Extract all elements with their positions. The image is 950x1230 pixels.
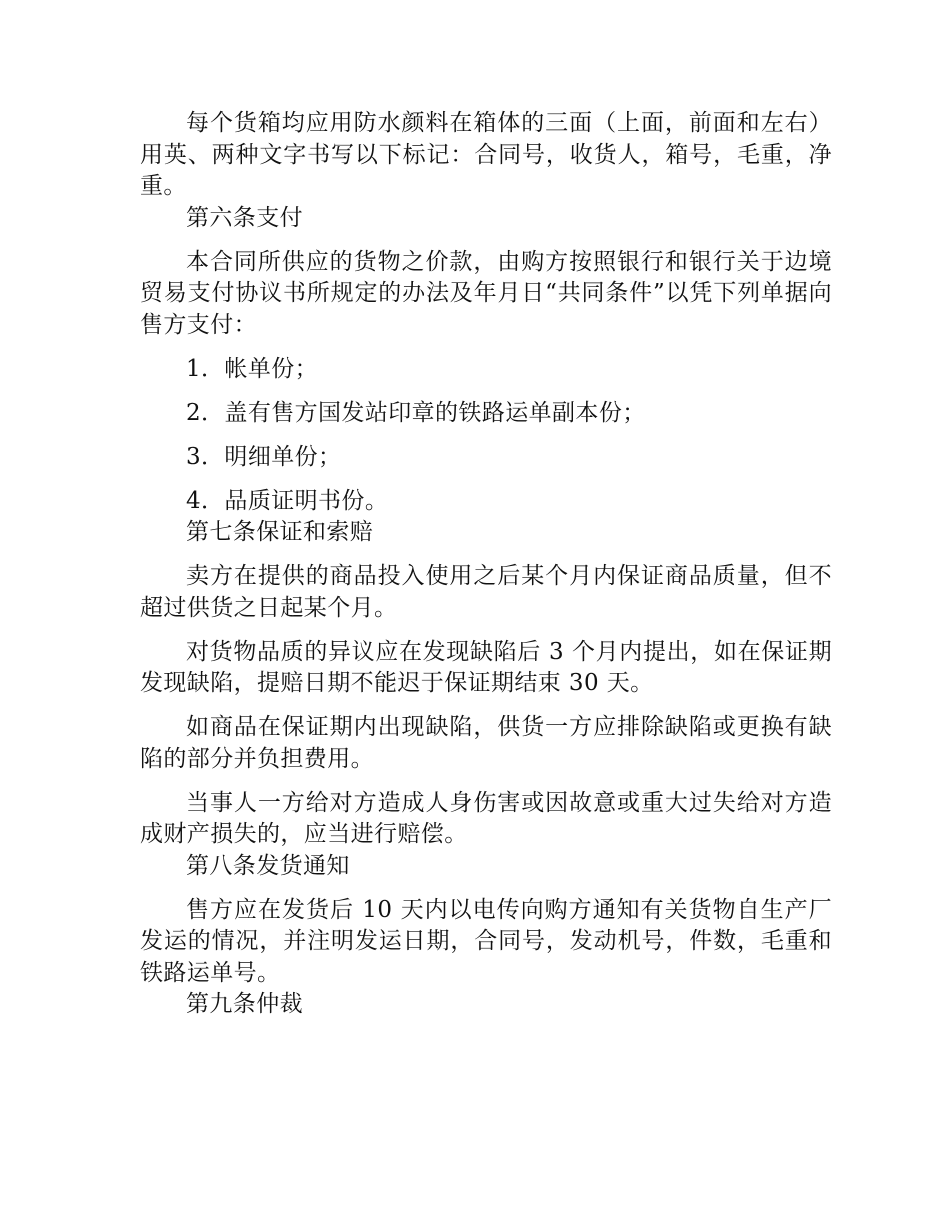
section-heading-shipping-notice: 第八条发货通知 xyxy=(186,852,350,879)
section-heading-arbitration: 第九条仲裁 xyxy=(186,991,303,1017)
list-item-invoice: 1．帐单份； xyxy=(186,355,319,382)
list-item-quality-certificate: 4．品质证明书份。 xyxy=(186,487,389,514)
paragraph-warranty-period: 卖方在提供的商品投入使用之后某个月内保证商品质量，但不超过供货之日起某个月。 xyxy=(140,563,832,621)
section-heading-warranty: 第七条保证和索赔 xyxy=(186,519,374,545)
paragraph-marking: 每个货箱均应用防水颜料在箱体的三面（上面，前面和左右）用英、两种文字书写以下标记：合同号，收货人，箱号，毛重，净重。 xyxy=(140,110,832,199)
list-item-waybill: 2．盖有售方国发站印章的铁路运单副本份； xyxy=(186,399,646,426)
list-item-details: 3．明细单份； xyxy=(186,443,342,470)
paragraph-payment: 本合同所供应的货物之价款，由购方按照银行和银行关于边境贸易支付协议书所规定的办法及年月日“共同条件”以凭下列单据向售方支付： xyxy=(140,248,832,338)
section-heading-payment: 第六条支付 xyxy=(186,204,303,231)
paragraph-defect-remedy: 如商品在保证期内出现缺陷，供货一方应排除缺陷或更换有缺陷的部分并负担费用。 xyxy=(140,714,832,772)
paragraph-quality-objection: 对货物品质的异议应在发现缺陷后 3 个月内提出，如在保证期发现缺陷，提赔日期不能迟于保证期结束 30 天。 xyxy=(140,638,832,696)
paragraph-compensation: 当事人一方给对方造成人身伤害或因故意或重大过失给对方造成财产损失的，应当进行赔偿。 xyxy=(140,789,832,847)
paragraph-shipping-notice: 售方应在发货后 10 天内以电传向购方通知有关货物自生产厂发运的情况，并注明发运日期，合同号，发动机号，件数，毛重和铁路运单号。 xyxy=(140,896,832,986)
